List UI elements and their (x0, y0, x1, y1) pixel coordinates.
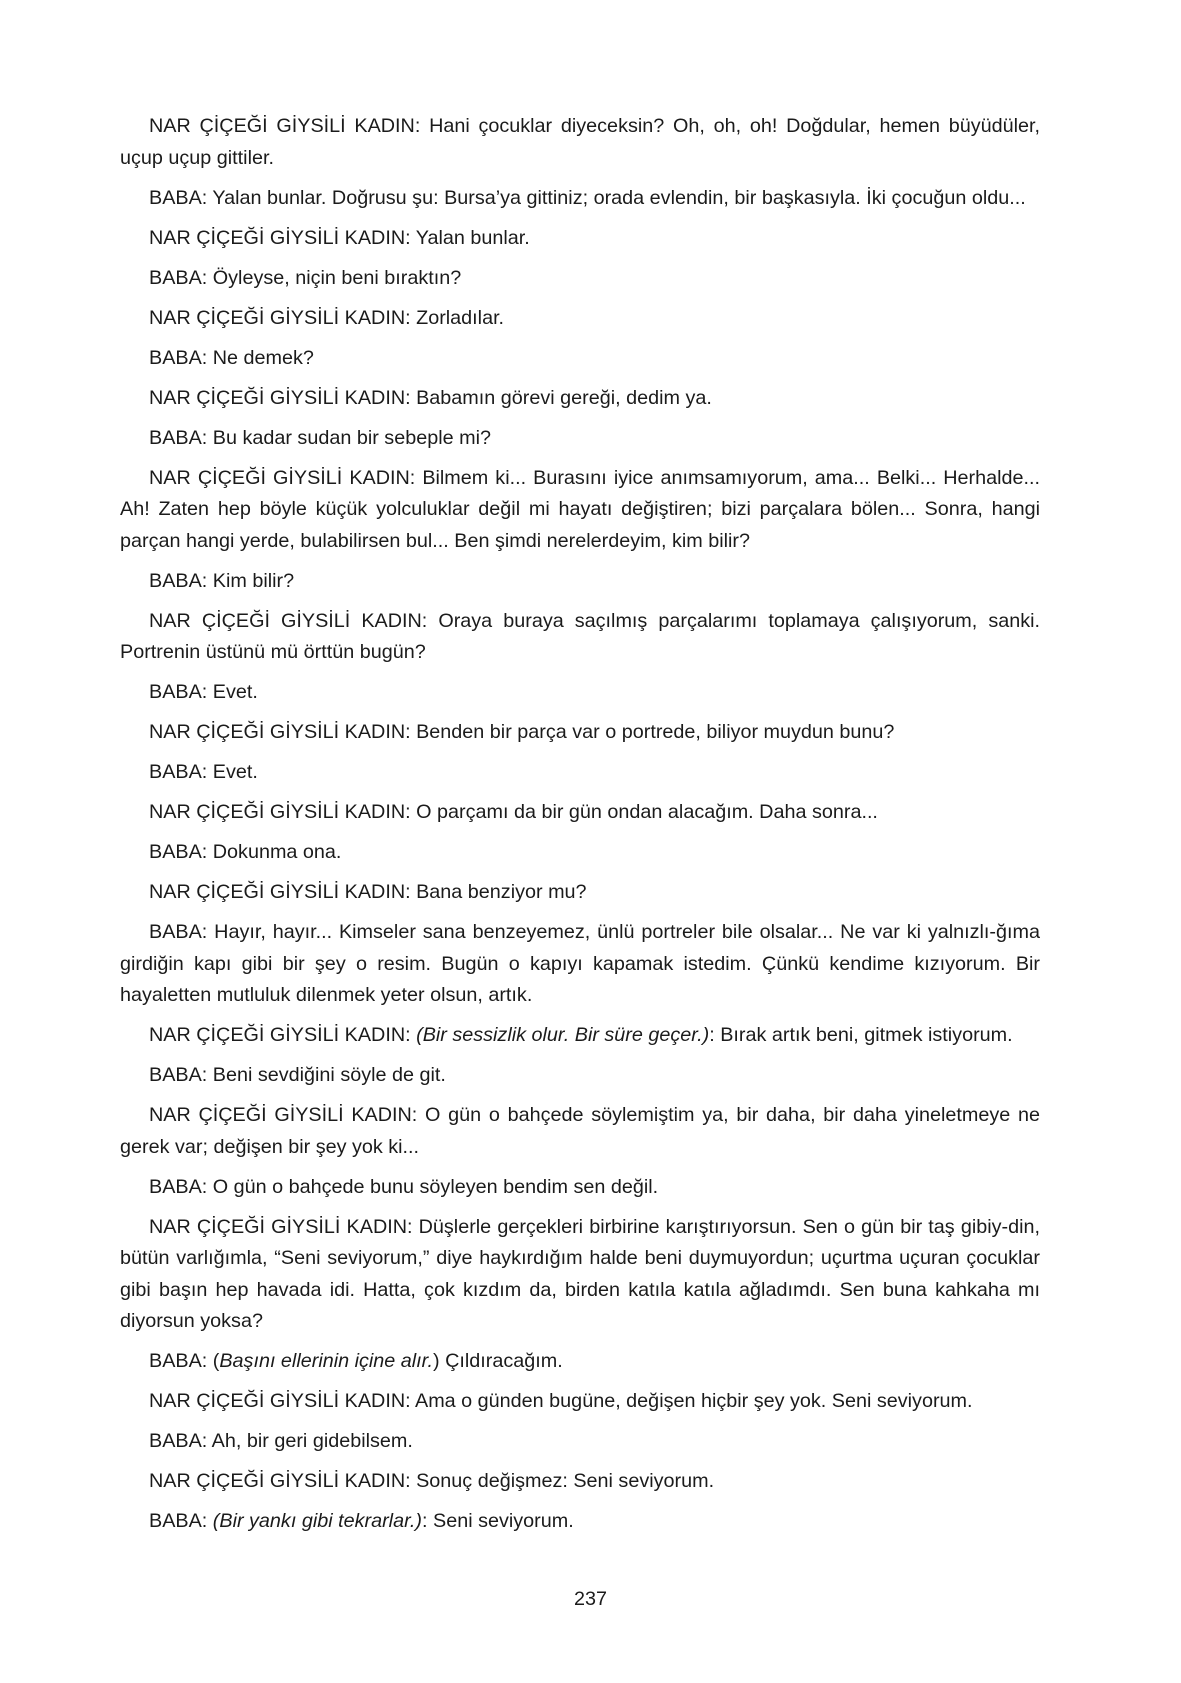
dialogue-line (120, 1100, 1040, 1163)
stage-direction: (Bir yankı gibi tekrarlar.) (212, 1510, 423, 1532)
dialogue-line (120, 917, 1040, 1012)
dialogue-text: NAR ÇİÇEĞİ GİYSİLİ KADIN: (149, 1024, 417, 1046)
dialogue-line (120, 1506, 1040, 1538)
dialogue-text: NAR ÇİÇEĞİ GİYSİLİ KADIN: O gün o bahçede söylemiştim ya, bir daha, bir daha yineletmeye ne gerek var; değişen bir şey yok ki... (120, 1104, 1040, 1158)
dialogue-text: NAR ÇİÇEĞİ GİYSİLİ KADIN: Düşlerle gerçekleri birbirine karıştırıyorsun. Sen o gün bir taş gibiy-din, bütün varlığımla, “Seni seviyorum,” diye haykırdığım halde beni duymuyordun; uçurtma uçuran çocuklar gibi başın hep havada idi. Hatta, çok kızdım da, birden katıla katıla ağladımdı. Sen buna kahkaha mı diyorsun yoksa? (120, 1215, 1040, 1332)
dialogue-line (120, 606, 1040, 669)
dialogue-text: BABA: Dokunma ona. (149, 841, 342, 863)
dialogue-text: BABA: Bu kadar sudan bir sebeple mi? (149, 426, 491, 449)
page-number: 237 (573, 1588, 607, 1610)
stage-direction: (Bir sessizlik olur. Bir süre geçer.) (416, 1024, 710, 1046)
dialogue-line (120, 877, 1040, 909)
dialogue-text: NAR ÇİÇEĞİ GİYSİLİ KADIN: Babamın görevi gereği, dedim ya. (149, 386, 712, 409)
dialogue-line (120, 1060, 1040, 1092)
dialogue-text: BABA: Yalan bunlar. Doğrusu şu: Bursa’ya gittiniz; orada evlendin, bir başkasıyla. İki çocuğun oldu... (149, 186, 1026, 209)
dialogue-line (120, 343, 1040, 375)
dialogue-line (120, 183, 1040, 215)
dialogue-text: NAR ÇİÇEĞİ GİYSİLİ KADIN: Oraya buraya saçılmış parçalarımı toplamaya çalışıyorum, sanki. Portrenin üstünü mü örttün bugün? (120, 609, 1040, 663)
page-body (120, 111, 1040, 1546)
dialogue-line (120, 223, 1040, 255)
dialogue-text: ) Çıldıracağım. (433, 1350, 563, 1372)
dialogue-line (120, 1172, 1040, 1204)
dialogue-line (120, 383, 1040, 415)
dialogue-text: BABA: O gün o bahçede bunu söyleyen bendim sen değil. (149, 1175, 659, 1198)
dialogue-line (120, 1466, 1040, 1498)
dialogue-text: BABA: Evet. (149, 681, 258, 703)
stage-direction: Başını ellerinin içine alır. (219, 1350, 434, 1372)
dialogue-text: NAR ÇİÇEĞİ GİYSİLİ KADIN: Sonuç değişmez: Seni seviyorum. (149, 1470, 715, 1492)
dialogue-text: NAR ÇİÇEĞİ GİYSİLİ KADIN: O parçamı da bir gün ondan alacağım. Daha sonra... (149, 801, 878, 823)
dialogue-text: BABA: Öyleyse, niçin beni bıraktın? (149, 266, 462, 289)
dialogue-text: BABA: (149, 1510, 213, 1532)
dialogue-line (120, 677, 1040, 709)
dialogue-text: NAR ÇİÇEĞİ GİYSİLİ KADIN: Bana benziyor mu? (149, 881, 587, 903)
dialogue-line (120, 111, 1040, 174)
dialogue-text: NAR ÇİÇEĞİ GİYSİLİ KADIN: Bilmem ki... Burasını iyice anımsamıyorum, ama... Belki... Herhalde... Ah! Zaten hep böyle küçük yolculuklar değil mi hayatı değiştiren; bizi parçalara bölen... Sonra, hangi parçan hangi yerde, bulabilirsen bul... Ben şimdi nerelerdeyim, kim bilir? (120, 466, 1040, 552)
dialogue-line (120, 1426, 1040, 1458)
dialogue-text: : Seni seviyorum. (422, 1510, 574, 1532)
dialogue-text: BABA: Ne demek? (149, 346, 314, 369)
dialogue-line (120, 423, 1040, 455)
dialogue-text: NAR ÇİÇEĞİ GİYSİLİ KADIN: Zorladılar. (149, 306, 505, 329)
dialogue-text: BABA: Ah, bir geri gidebilsem. (149, 1430, 413, 1452)
dialogue-text: BABA: Evet. (149, 761, 258, 783)
dialogue-text: BABA: Kim bilir? (149, 569, 295, 592)
dialogue-line (120, 263, 1040, 295)
dialogue-line (120, 1346, 1040, 1378)
dialogue-text: BABA: Beni sevdiğini söyle de git. (149, 1064, 446, 1086)
dialogue-line (120, 757, 1040, 789)
dialogue-line (120, 566, 1040, 598)
dialogue-line (120, 717, 1040, 749)
dialogue-text: NAR ÇİÇEĞİ GİYSİLİ KADIN: Hani çocuklar diyeceksin? Oh, oh, oh! Doğdular, hemen büyüdüler, uçup uçup gittiler. (120, 115, 1040, 169)
dialogue-text: : Bırak artık beni, gitmek istiyorum. (709, 1024, 1013, 1046)
dialogue-text: NAR ÇİÇEĞİ GİYSİLİ KADIN: Benden bir parça var o portrede, biliyor muydun bunu? (149, 721, 895, 743)
dialogue-line (120, 1020, 1040, 1052)
dialogue-line (120, 463, 1040, 558)
dialogue-text: NAR ÇİÇEĞİ GİYSİLİ KADIN: Yalan bunlar. (149, 226, 530, 249)
dialogue-line (120, 797, 1040, 829)
dialogue-text: BABA: ( (149, 1350, 220, 1372)
dialogue-text: BABA: Hayır, hayır... Kimseler sana benzeyemez, ünlü portreler bile olsalar... Ne var ki yalnızlı-ğıma girdiğin kapı gibi bir şey o resim. Bugün o kapıyı kapamak istedim. Çünkü kendime kızıyorum. Bir hayaletten mutluluk dilenmek yeter olsun, artık. (120, 921, 1040, 1006)
dialogue-line (120, 303, 1040, 335)
dialogue-text: NAR ÇİÇEĞİ GİYSİLİ KADIN: Ama o günden bugüne, değişen hiçbir şey yok. Seni seviyorum. (149, 1390, 973, 1412)
dialogue-line (120, 1386, 1040, 1418)
dialogue-line (120, 1212, 1040, 1338)
dialogue-line (120, 837, 1040, 869)
